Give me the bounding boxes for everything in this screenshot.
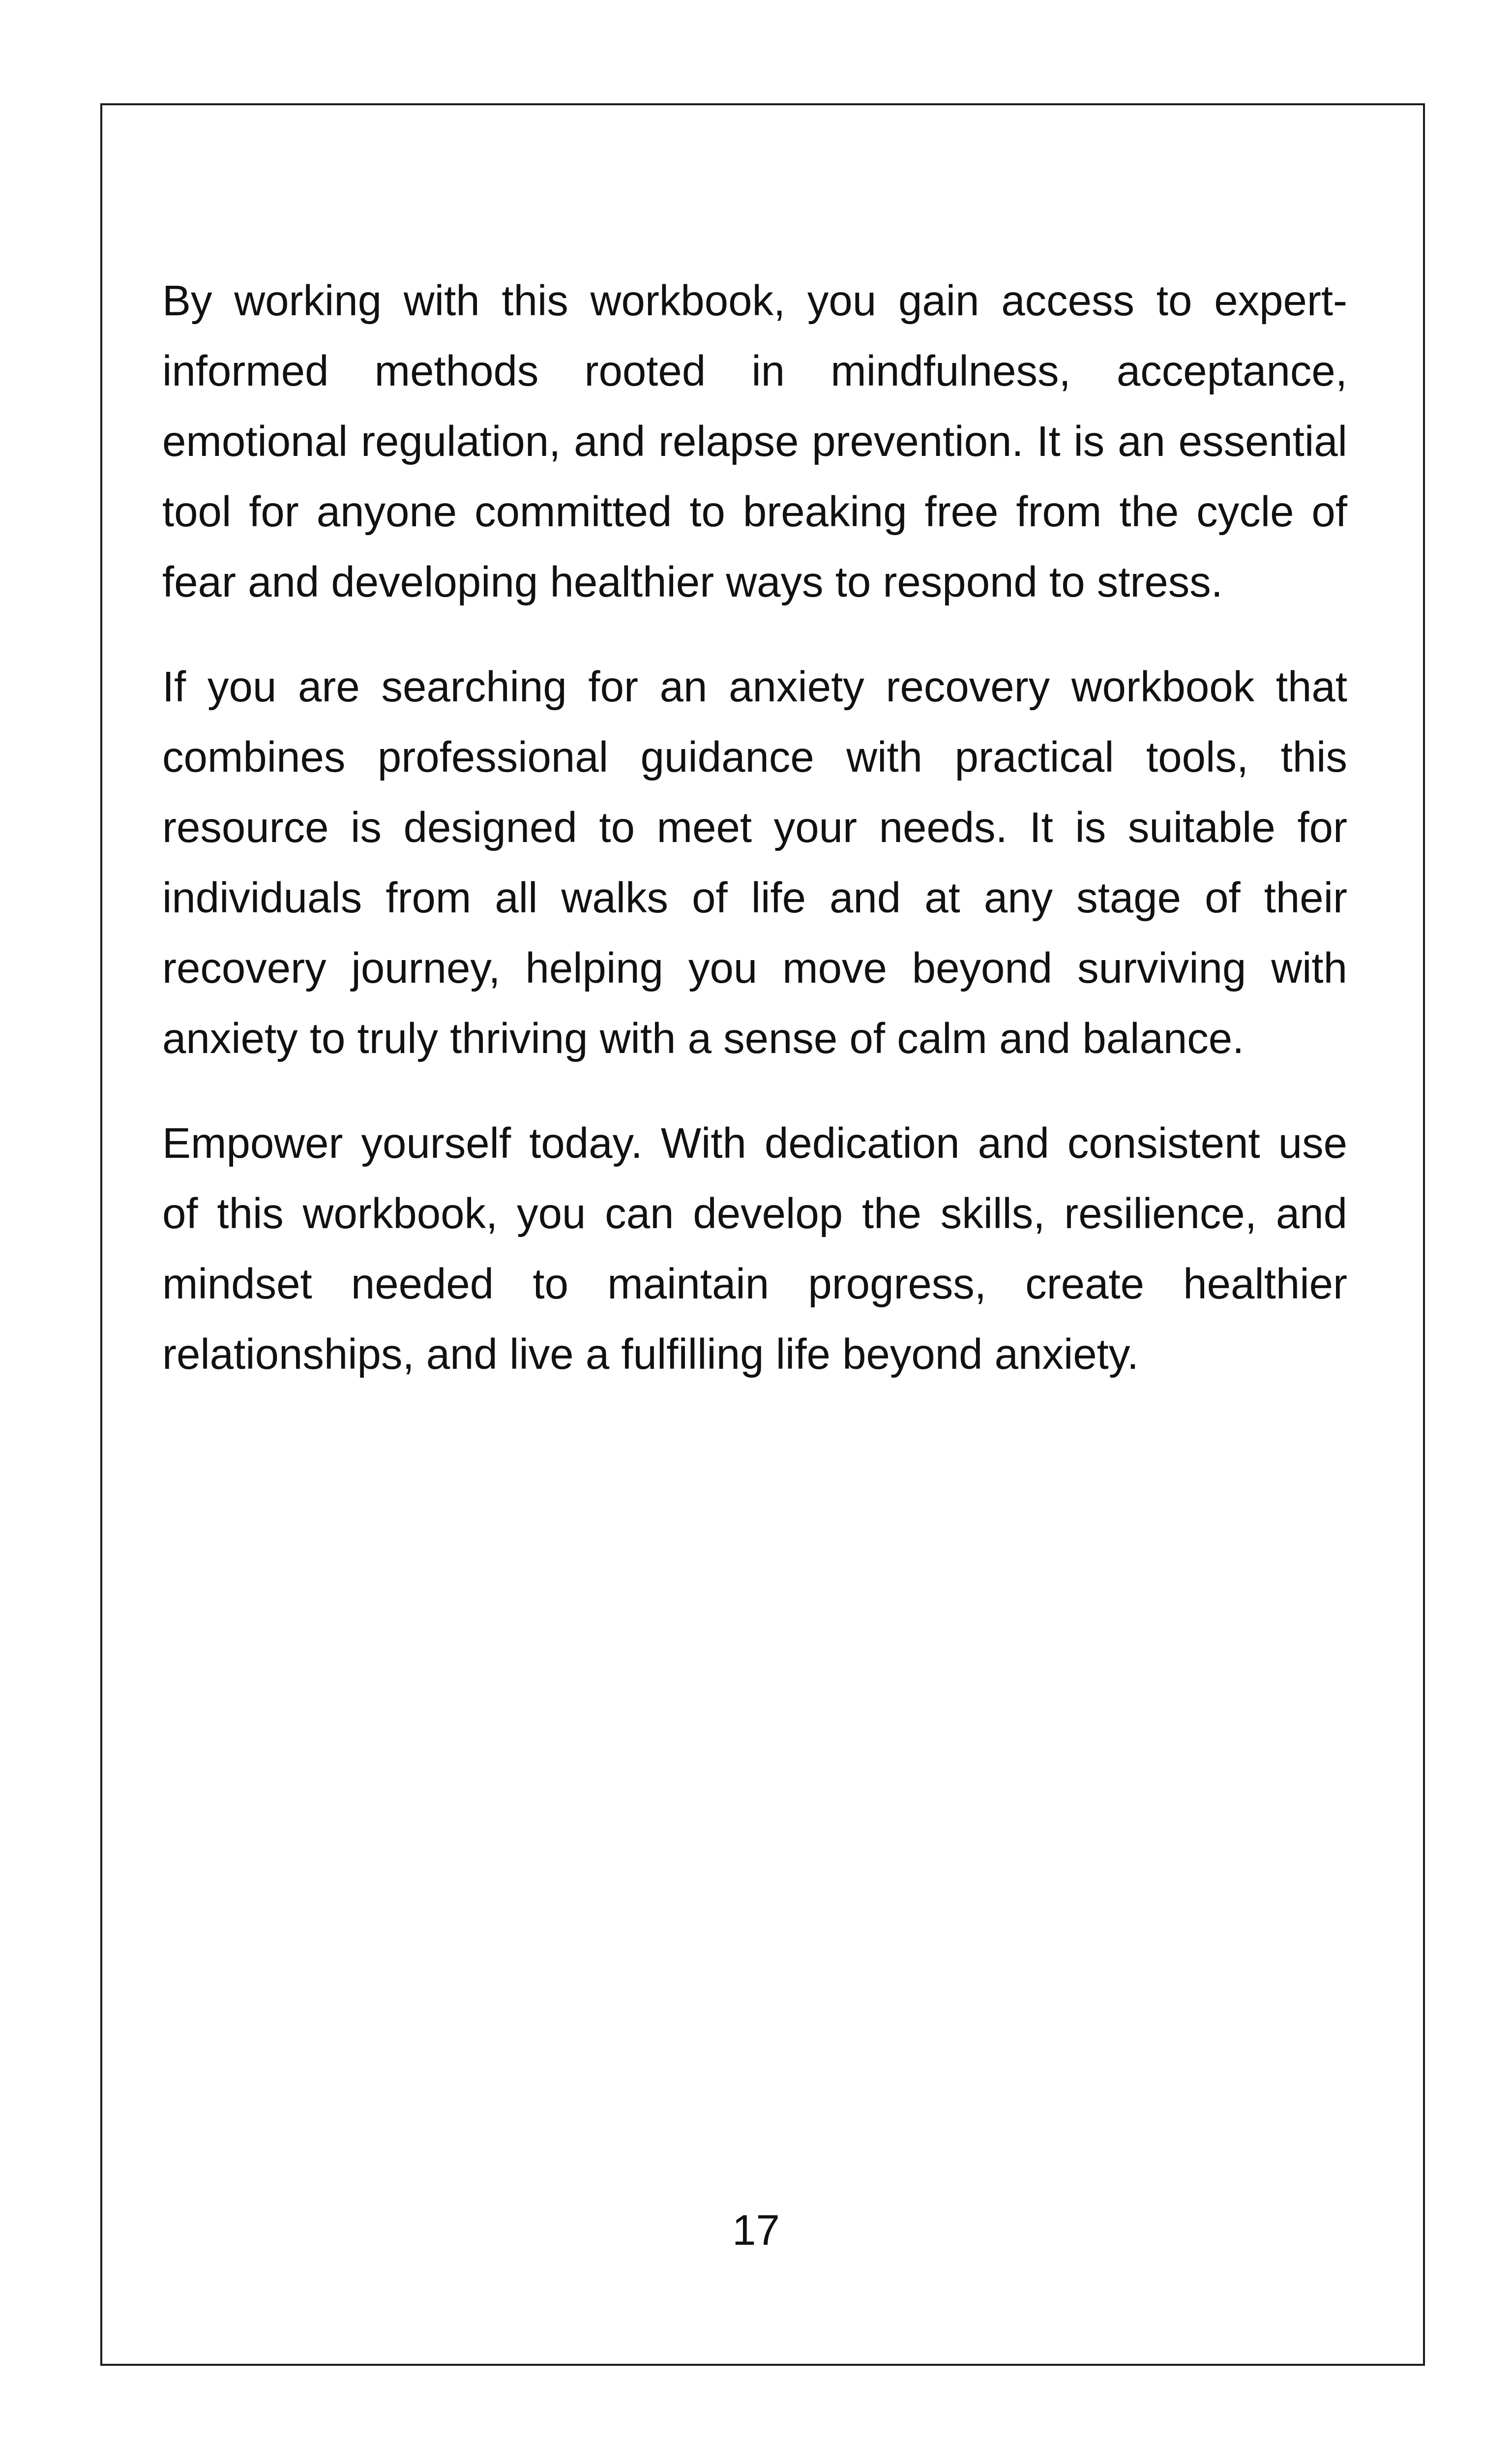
page-number: 17 [732,2206,780,2254]
paragraph-2: If you are searching for an anxiety recovery workbook that combines professional guidance with practical tools, this resource is designed to meet your needs. It is suitable for individuals from all walks of life and at any stage of their recovery journey, helping you move beyond surviving with anxiety to truly thriving with a sense of calm and balance. [162,663,1347,1062]
paragraph-1: By working with this workbook, you gain access to expert-informed methods rooted in mindfulness, acceptance, emotional regulation, and relapse prevention. It is an essential tool for anyone committed to breaking free from the cycle of fear and developing healthier ways to respond to stress. [162,277,1347,606]
body-text [162,266,1347,1424]
paragraph-3: Empower yourself today. With dedication and consistent use of this workbook, you can develop the skills, resilience, and mindset needed to maintain progress, create healthier relationships, and live a fulfilling life beyond anxiety. [162,1119,1347,1378]
